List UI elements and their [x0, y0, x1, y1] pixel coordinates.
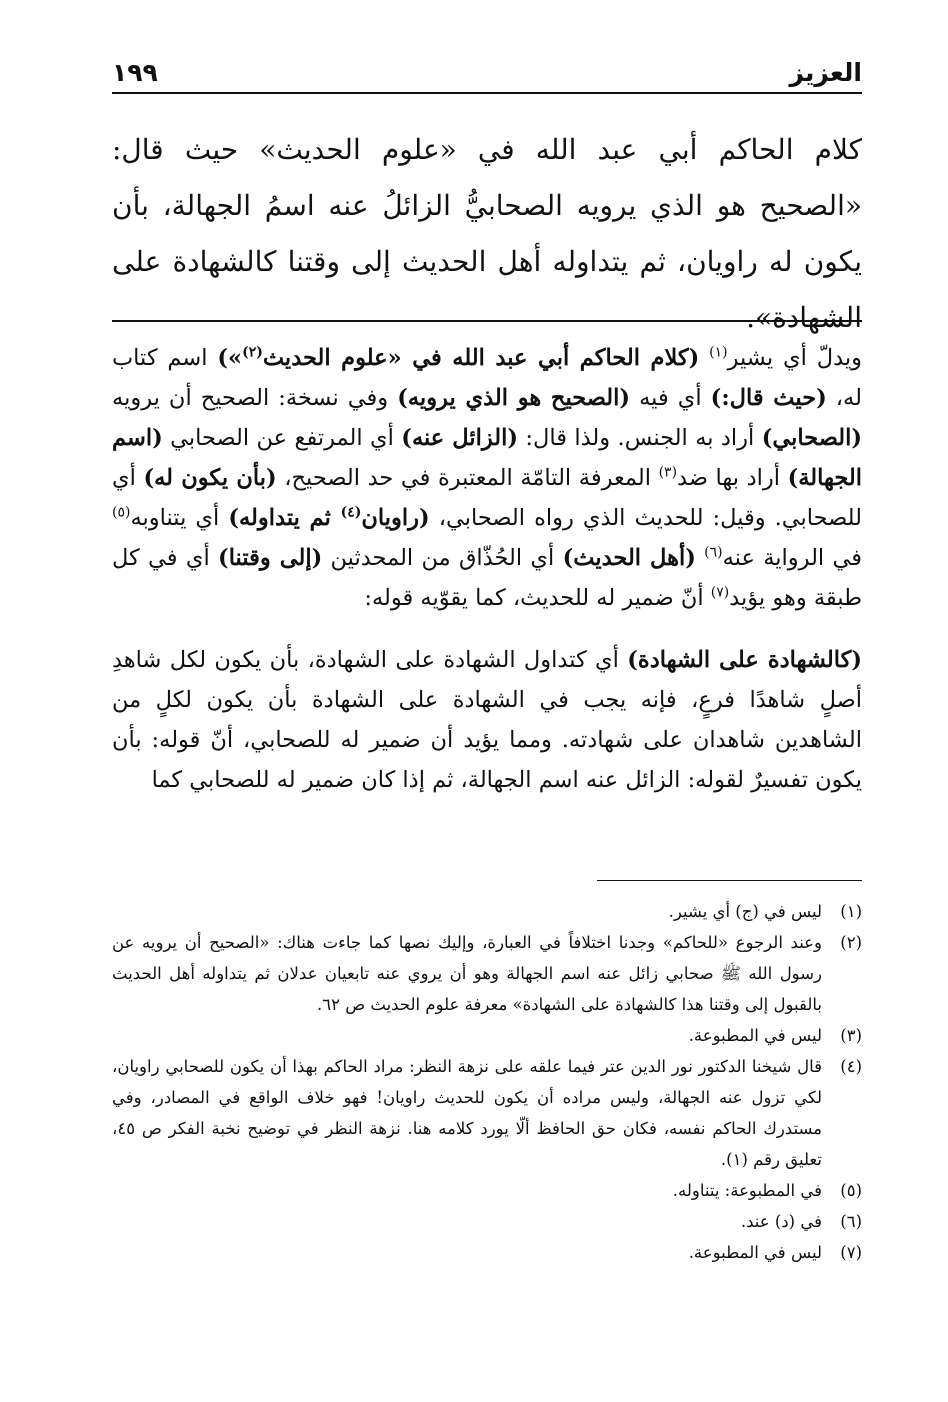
footnote [112, 1051, 862, 1175]
quoted-phrase: (حيث قال:) [710, 385, 827, 411]
footnotes [112, 896, 862, 1268]
commentary-text: اسم كتاب له، [112, 345, 862, 411]
footnote-number: (٢) [840, 933, 862, 952]
footnote-number: (٦) [840, 1212, 862, 1231]
footnote-ref: (٢) [242, 344, 263, 361]
commentary-paragraph-2 [112, 640, 862, 800]
commentary-text [699, 345, 709, 371]
footnote-text: ليس في (ج) أي يشير. [668, 902, 822, 921]
footnote [112, 1206, 862, 1237]
footnote [112, 927, 862, 1020]
footnote [112, 1237, 862, 1268]
commentary-paragraph-1 [112, 338, 862, 618]
footnote-divider [597, 880, 862, 881]
page-header [112, 52, 862, 94]
commentary-text: ويدلّ أي يشير [727, 345, 863, 371]
commentary-text: وفي نسخة: الصحيح أن يرويه [112, 385, 398, 411]
main-text: كلام الحاكم أبي عبد الله في «علوم الحديث» حيث قال: «الصحيح هو الذي يرويه الصحابيُّ الزائلُ عنه اسمُ الجهالة، بأن يكون له راويان، ثم يتداوله أهل الحديث إلى وقتنا كالشهادة على الشهادة». [112, 133, 863, 334]
commentary-text: أراد به الجنس. ولذا قال: [518, 425, 762, 451]
footnote [112, 1175, 862, 1206]
quoted-phrase: ثم يتداوله) [228, 505, 341, 531]
footnote-ref: (٥) [112, 504, 131, 521]
footnote-text: في المطبوعة: يتناوله. [672, 1181, 822, 1200]
footnote-ref: (٣) [658, 464, 678, 481]
commentary-text: أنّ ضمير له للحديث، كما يقوّيه قوله: [364, 585, 711, 611]
footnote-number: (٤) [840, 1057, 862, 1076]
quoted-phrase: (الصحابي) [761, 425, 863, 451]
quoted-phrase: (كالشهادة على الشهادة) [627, 647, 863, 673]
footnote-ref: (٤) [340, 504, 362, 521]
quoted-phrase: (راويان [361, 505, 430, 531]
footnote-ref: (٦) [704, 544, 723, 561]
quoted-phrase: (أهل الحديث) [562, 545, 696, 571]
commentary-text: أي في كل طبقة وهو يؤيد [112, 545, 862, 611]
commentary-text: أي يتناوبه [130, 505, 229, 531]
footnote-text: ليس في المطبوعة. [688, 1243, 822, 1262]
footnote-number: (١) [840, 902, 862, 921]
commentary-text [696, 545, 704, 571]
footnote-text: وعند الرجوع «للحاكم» وجدنا اختلافاً في العبارة، وإليك نصها كما جاءت هناك: «الصحيح أن يرويه عن رسول الله ﷺ صحابي زائل عنه اسم الجهالة وهو أن يروي عنه تابعيان عدلان ثم يتداوله أهل الحديث بالقبول إلى وقتنا هذا كالشهادة على الشهادة» معرفة علوم الحديث ص ٦٢. [112, 933, 822, 1014]
footnote-ref: (٧) [710, 584, 730, 601]
footnote-number: (٣) [840, 1026, 862, 1045]
main-divider [112, 320, 862, 322]
footnote [112, 896, 862, 927]
quoted-phrase: (بأن يكون له) [143, 465, 277, 491]
running-title: العزيز [789, 58, 862, 87]
commentary-text: أي للصحابي. وقيل: للحديث الذي رواه الصحابي، [112, 465, 862, 531]
quoted-phrase: (اسم الجهالة) [112, 425, 863, 491]
commentary-text: أي المرتفع عن الصحابي [162, 425, 402, 451]
footnote-ref: (١) [709, 344, 728, 361]
footnote-number: (٧) [840, 1243, 862, 1262]
quoted-phrase: (الصحيح هو الذي يرويه) [397, 385, 631, 411]
footnote-text: ليس في المطبوعة. [688, 1026, 822, 1045]
footnote-text: في (د) عند. [740, 1212, 822, 1231]
commentary-text: في الرواية عنه [722, 545, 862, 571]
commentary-text: المعرفة التامّة المعتبرة في حد الصحيح، [276, 465, 659, 491]
commentary-text: أي كتداول الشهادة على الشهادة، بأن يكون لكل شاهدِ أصلٍ شاهدًا فرعٍ، فإنه يجب في الشهادة على الشهادة بأن يكون لكلٍ من الشاهدين شاهدان على شهادته. ومما يؤيد أن ضمير له للصحابي، أنّ قوله: بأن يكون تفسيرٌ لقوله: الزائل عنه اسم الجهالة، ثم إذا كان ضمير له للصحابي كما [112, 647, 862, 793]
footnote [112, 1020, 862, 1051]
page-number: ١٩٩ [112, 58, 158, 87]
commentary [112, 338, 862, 800]
commentary-text: أراد بها ضد [677, 465, 788, 491]
quoted-phrase: (إلى وقتنا) [218, 545, 323, 571]
quoted-phrase: (الزائل عنه) [401, 425, 519, 451]
quoted-phrase: ») [217, 345, 243, 371]
footnote-number: (٥) [840, 1181, 862, 1200]
commentary-text: أي فيه [630, 385, 711, 411]
commentary-text: أي الحُذّاق من المحدثين [322, 545, 563, 571]
footnote-text: قال شيخنا الدكتور نور الدين عتر فيما علقه على نزهة النظر: مراد الحاكم بهذا أن يكون للصحابي راويان، لكي تزول عنه الجهالة، وليس مراده أن يكون للحديث راويان! فهو خلاف الواقع في المصادر، وفي مستدرك الحاكم نفسه، فكان حق الحافظ ألّا يورد كلامه هنا. نزهة النظر في توضيح نخبة الفكر ص ٤٥، تعليق رقم (١). [112, 1057, 822, 1169]
quoted-phrase: (كلام الحاكم أبي عبد الله في «علوم الحديث [262, 345, 700, 371]
